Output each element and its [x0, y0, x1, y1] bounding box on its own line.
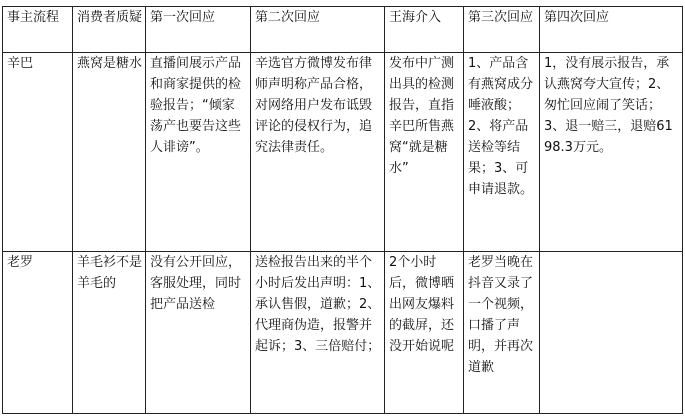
header-wanghai-intervention: 王海介入: [385, 7, 464, 53]
header-third-response: 第三次回应: [464, 7, 540, 53]
header-party-process: 事主流程: [3, 7, 73, 53]
cell-third-response: 1、产品含有燕窝成分唾液酸；2、将产品送检等结果；3、可申请退款。: [464, 53, 540, 252]
table-header-row: [3, 7, 683, 53]
header-consumer-doubt: 消费者质疑: [73, 7, 146, 53]
cell-wanghai-intervention: 发布中广测出具的检测报告，直指辛巴所售燕窝“就是糖水”: [385, 53, 464, 252]
table-row: [3, 53, 683, 252]
response-comparison-table: [2, 6, 683, 414]
header-fourth-response: 第四次回应: [540, 7, 683, 53]
cell-consumer-doubt: 羊毛衫不是羊毛的: [73, 252, 146, 414]
cell-fourth-response: [540, 252, 683, 414]
cell-first-response: 直播间展示产品和商家提供的检验报告；“倾家荡产也要告这些人诽谤”。: [146, 53, 251, 252]
header-first-response: 第一次回应: [146, 7, 251, 53]
cell-fourth-response: 1，没有展示报告，承认燕窝夸大宣传；2、匆忙回应闹了笑话；3、退一赔三，退赔6198.3万元。: [540, 53, 683, 252]
cell-second-response: 送检报告出来的半个小时后发出声明：1、承认售假，道歉；2、代理商伪造，报警并起诉；3、三倍赔付；: [251, 252, 385, 414]
cell-first-response: 没有公开回应，客服处理，同时把产品送检: [146, 252, 251, 414]
cell-second-response: 辛选官方微博发布律师声明称产品合格，对网络用户发布诋毁评论的侵权行为，追究法律责任。: [251, 53, 385, 252]
cell-party: 辛巴: [3, 53, 73, 252]
table-row: [3, 252, 683, 414]
header-second-response: 第二次回应: [251, 7, 385, 53]
cell-consumer-doubt: 燕窝是糖水: [73, 53, 146, 252]
cell-third-response: 老罗当晚在抖音又录了一个视频，口播了声明，并再次道歉: [464, 252, 540, 414]
cell-party: 老罗: [3, 252, 73, 414]
cell-wanghai-intervention: 2个小时后，微博晒出网友爆料的截屏，还没开始说呢: [385, 252, 464, 414]
